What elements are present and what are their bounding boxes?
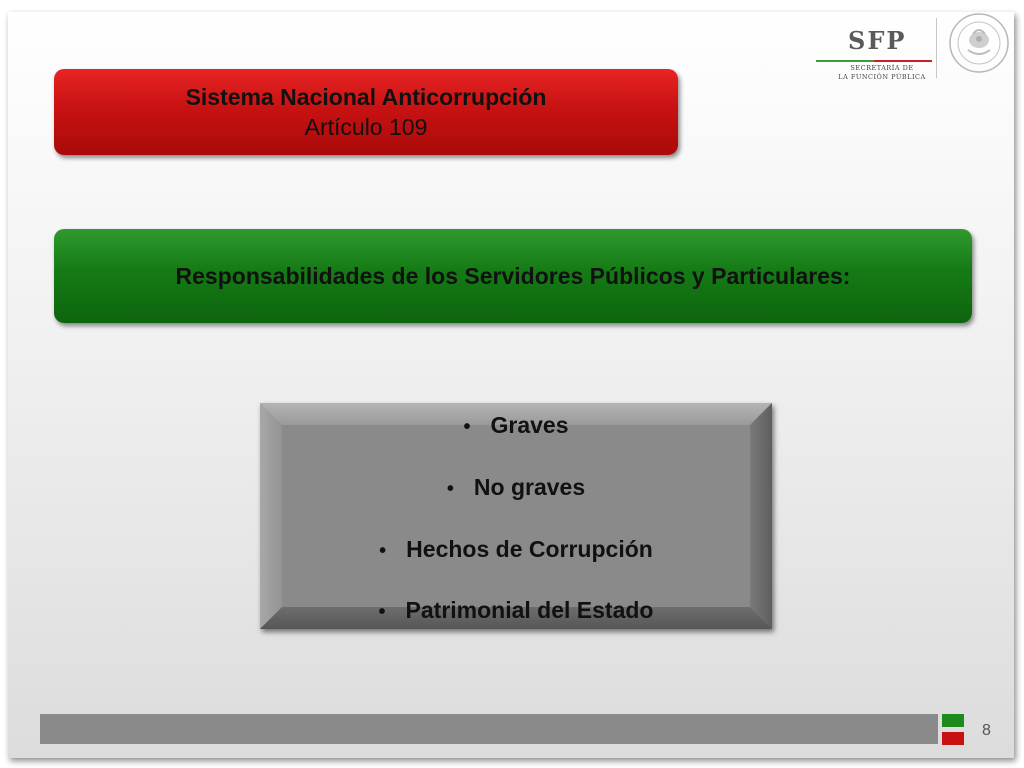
bullet-icon: • [379,540,387,562]
slide [8,12,1014,758]
bullet-text: No graves [473,474,586,500]
bullet-item [260,536,772,564]
sfp-logo [814,20,940,84]
flag-red-block [942,732,964,745]
title-line1: Sistema Nacional Anticorrupción [185,84,547,110]
bullet-icon: • [378,601,386,623]
page-number: 8 [982,722,991,739]
bullet-icon: • [446,478,454,500]
logo-green-line [816,60,874,62]
logo-divider [936,18,937,78]
subtitle-text: Responsabilidades de los Servidores Públicos y Particulares: [175,262,851,289]
logo-subtitle-line2: LA FUNCIÓN PÚBLICA [838,73,926,81]
title-line2: Artículo 109 [304,114,428,140]
bullet-item [260,412,772,440]
bullet-text: Graves [490,412,569,438]
title-box [54,69,678,155]
bullet-item [260,597,772,625]
bullet-text: Hechos de Corrupción [406,536,653,562]
subtitle-box [54,229,972,323]
logo-red-line [874,60,932,62]
flag-green-block [942,714,964,727]
logo-title: SFP [848,26,907,55]
coat-of-arms-seal-icon [948,12,1010,74]
bullet-item [260,474,772,502]
logo-subtitle-line1: SECRETARÍA DE [850,64,914,72]
footer-bar [40,714,938,744]
bullet-icon: • [463,416,471,438]
bullet-text: Patrimonial del Estado [405,597,654,623]
bullet-list-box [260,403,772,629]
